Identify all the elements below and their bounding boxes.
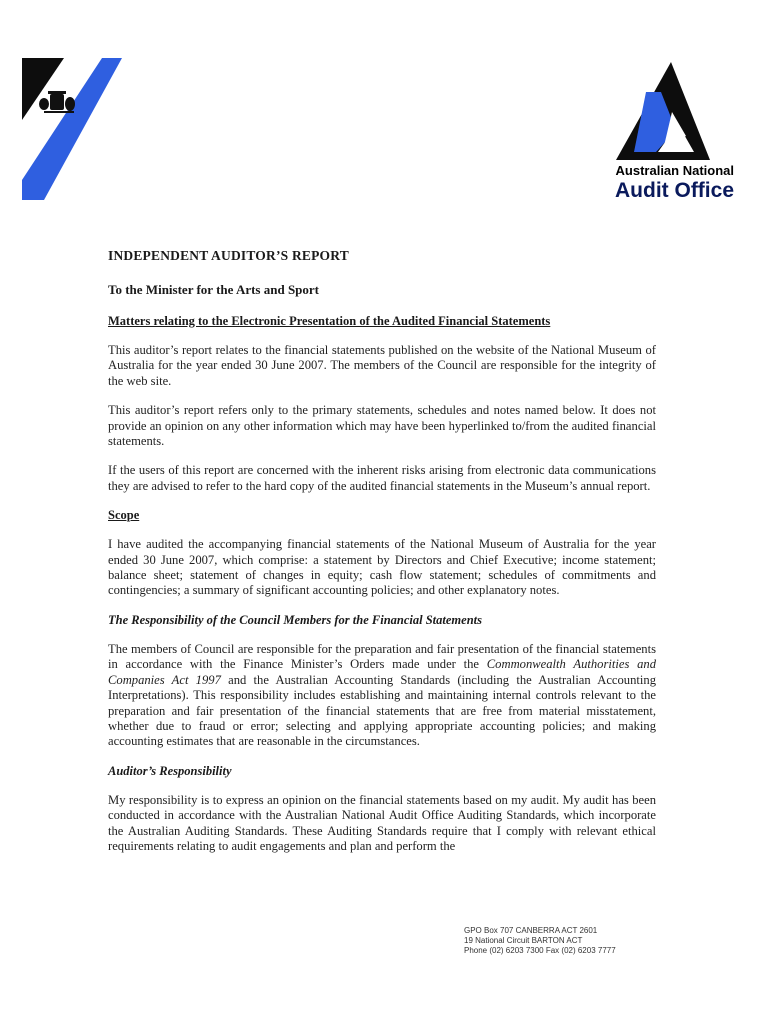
act-title: Commonwealth Authorities and Companies Act 1997 — [108, 657, 656, 687]
anao-logo-icon — [616, 62, 710, 160]
address-line-street: 19 National Circuit BARTON ACT — [464, 936, 583, 945]
auditor-responsibility-heading: Auditor’s Responsibility — [108, 763, 232, 778]
paragraph-relates: This auditor’s report relates to the financial statements published on the website of the National Museum of Australia for the year ended 30 June 2007. The members of the Council are responsible for the integrity of the web site. — [108, 343, 656, 388]
electronic-presentation-heading: Matters relating to the Electronic Presentation of the Audited Financial Statements — [108, 314, 551, 328]
commonwealth-crest-icon — [22, 58, 122, 200]
office-address — [464, 926, 664, 956]
anao-name-line1: Australian National — [615, 163, 734, 178]
anao-name-line2: Audit Office — [615, 179, 734, 202]
address-line-phone: Phone (02) 6203 7300 Fax (02) 6203 7777 — [464, 946, 616, 955]
report-title: INDEPENDENT AUDITOR’S REPORT — [108, 248, 349, 263]
council-paragraph — [108, 642, 656, 750]
address-line-po-box: GPO Box 707 CANBERRA ACT 2601 — [464, 926, 598, 935]
council-paragraph-part2: and the Australian Accounting Standards (including the Australian Accounting Interpretations). This responsibility includes establishing and maintaining internal controls relevant to the preparation and fair presentation of the financial statements that are free from material misstatement, whether due to fraud or error; selecting and applying appropriate accounting policies; and making accounting estimates that are reasonable in the circumstances. — [108, 672, 656, 749]
scope-paragraph: I have audited the accompanying financial statements of the National Museum of Australia for the year ended 30 June 2007, which comprise: a statement by Directors and Chief Executive; income statement; balance sheet; statement of changes in equity; cash flow statement; schedules of commitments and contingencies; a summary of significant accounting policies; and other explanatory notes. — [108, 537, 656, 598]
auditor-paragraph: My responsibility is to express an opinion on the financial statements based on my audit. My audit has been conducted in accordance with the Australian National Audit Office Auditing Standards, which incorporate the Australian Auditing Standards. These Auditing Standards require that I comply with relevant ethical requirements relating to audit engagements and plan and perform the — [108, 792, 656, 853]
scope-heading: Scope — [108, 508, 140, 523]
anao-name — [560, 163, 734, 203]
report-body — [108, 248, 656, 868]
addressee: To the Minister for the Arts and Sport — [108, 282, 320, 297]
paragraph-refers: This auditor’s report refers only to the primary statements, schedules and notes named below. It does not provide an opinion on any other information which may have been hyperlinked to/from the audited financial statements. — [108, 403, 656, 449]
council-responsibility-heading: The Responsibility of the Council Members for the Financial Statements — [108, 612, 482, 627]
council-paragraph-part1: The members of Council are responsible for the preparation and fair presentation of the financial statements in accordance with the Finance Minister’s Orders made under the — [108, 641, 656, 672]
paragraph-users: If the users of this report are concerned with the inherent risks arising from electronic data communications they are advised to refer to the hard copy of the audited financial statements in the Museum’s annual report. — [108, 463, 656, 493]
